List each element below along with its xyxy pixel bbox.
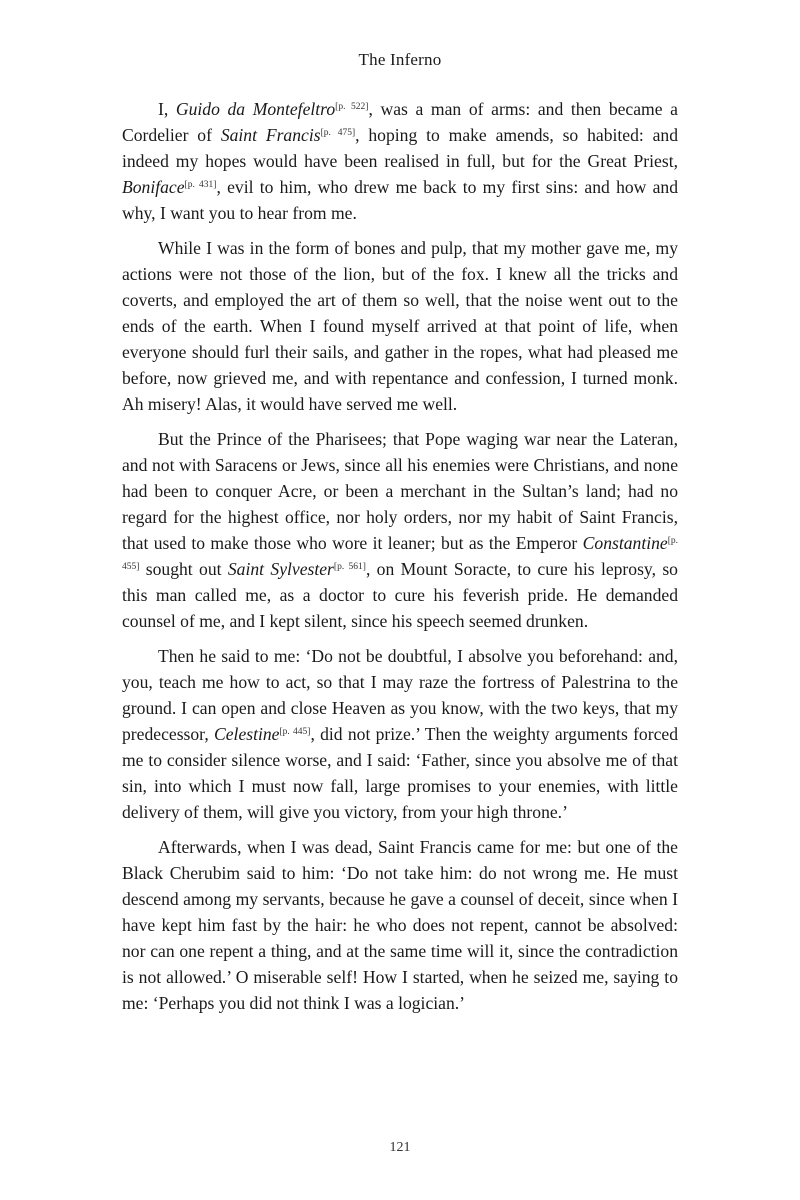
italic-name: Constantine (582, 533, 668, 553)
text-run: sought out (139, 559, 228, 579)
page-number: 121 (389, 1140, 411, 1155)
italic-name: Guido da Montefeltro (175, 99, 336, 119)
paragraph (122, 96, 678, 226)
paragraph (122, 643, 678, 825)
page-reference-link[interactable]: [p. 455] (122, 536, 678, 572)
text-run: , hoping to make amends, so habited: and indeed my hopes would have been realised in full, but for the Great Priest, (122, 125, 679, 171)
paragraph (122, 235, 678, 417)
page-reference-link[interactable]: [p. 431] (184, 180, 217, 190)
body-text (122, 96, 678, 1025)
text-run: I, (158, 99, 176, 119)
paragraph (122, 834, 678, 1016)
italic-name: Celestine (214, 724, 280, 744)
text-run: But the Prince of the Pharisees; that Pope waging war near the Lateran, and not with Saracens or Jews, since all his enemies were Christians, and none had been to conquer Acre, or been a merchant in the Sultan’s land; had no regard for the highest office, nor holy orders, nor my habit of Saint Francis, that used to make those who wore it leaner; but as the Emperor (122, 429, 678, 553)
page-reference-link[interactable]: [p. 445] (279, 727, 311, 737)
paragraph (122, 426, 678, 634)
text-run: Then he said to me: ‘Do not be doubtful, I absolve you beforehand: and, you, teach me how to act, so that I may raze the fortress of Palestrina to the ground. I can open and close Heaven as you know, with the two keys, that my predecessor, (122, 646, 678, 744)
text-run: Afterwards, when I was dead, Saint Francis came for me: but one of the Black Cherubim said to him: ‘Do not take him: do not wrong me. He must descend among my servants, because he gave a counsel of deceit, since when I have kept him fast by the hair: he who does not repent, cannot be absolved: nor can one repent a thing, and at the same time will it, since the contradiction is not allowed.’ O miserable self! How I started, when he seized me, saying to me: ‘Perhaps you did not think I was a logician.’ (122, 837, 678, 1013)
italic-name: Boniface (122, 177, 185, 197)
page-reference-link[interactable]: [p. 561] (333, 562, 366, 572)
text-run: , evil to him, who drew me back to my first sins: and how and why, I want you to hear from me. (122, 177, 679, 223)
running-title: The Inferno (358, 50, 442, 69)
page-reference-link[interactable]: [p. 475] (320, 128, 356, 138)
page-reference-link[interactable]: [p. 522] (335, 102, 369, 112)
italic-name: Saint Sylvester (227, 559, 334, 579)
text-run: , did not prize.’ Then the weighty arguments forced me to consider silence worse, and I said: ‘Father, since you absolve me of that sin, into which I must now fall, large promises to your enemies, with little delivery of them, will give you victory, from your high throne.’ (122, 724, 678, 822)
text-run: , on Mount Soracte, to cure his leprosy, so this man called me, as a doctor to cure his feverish pride. He demanded counsel of me, and I kept silent, since his speech seemed drunken. (122, 559, 678, 631)
italic-name: Saint Francis (220, 125, 321, 145)
text-run: , was a man of arms: and then became a Cordelier of (122, 99, 678, 145)
text-run: While I was in the form of bones and pulp, that my mother gave me, my actions were not those of the lion, but of the fox. I knew all the tricks and coverts, and employed the art of them so well, that the noise went out to the ends of the earth. When I found myself arrived at that point of life, when everyone should furl their sails, and gather in the ropes, what had pleased me before, now grieved me, and with repentance and confession, I turned monk. Ah misery! Alas, it would have served me well. (122, 238, 678, 414)
